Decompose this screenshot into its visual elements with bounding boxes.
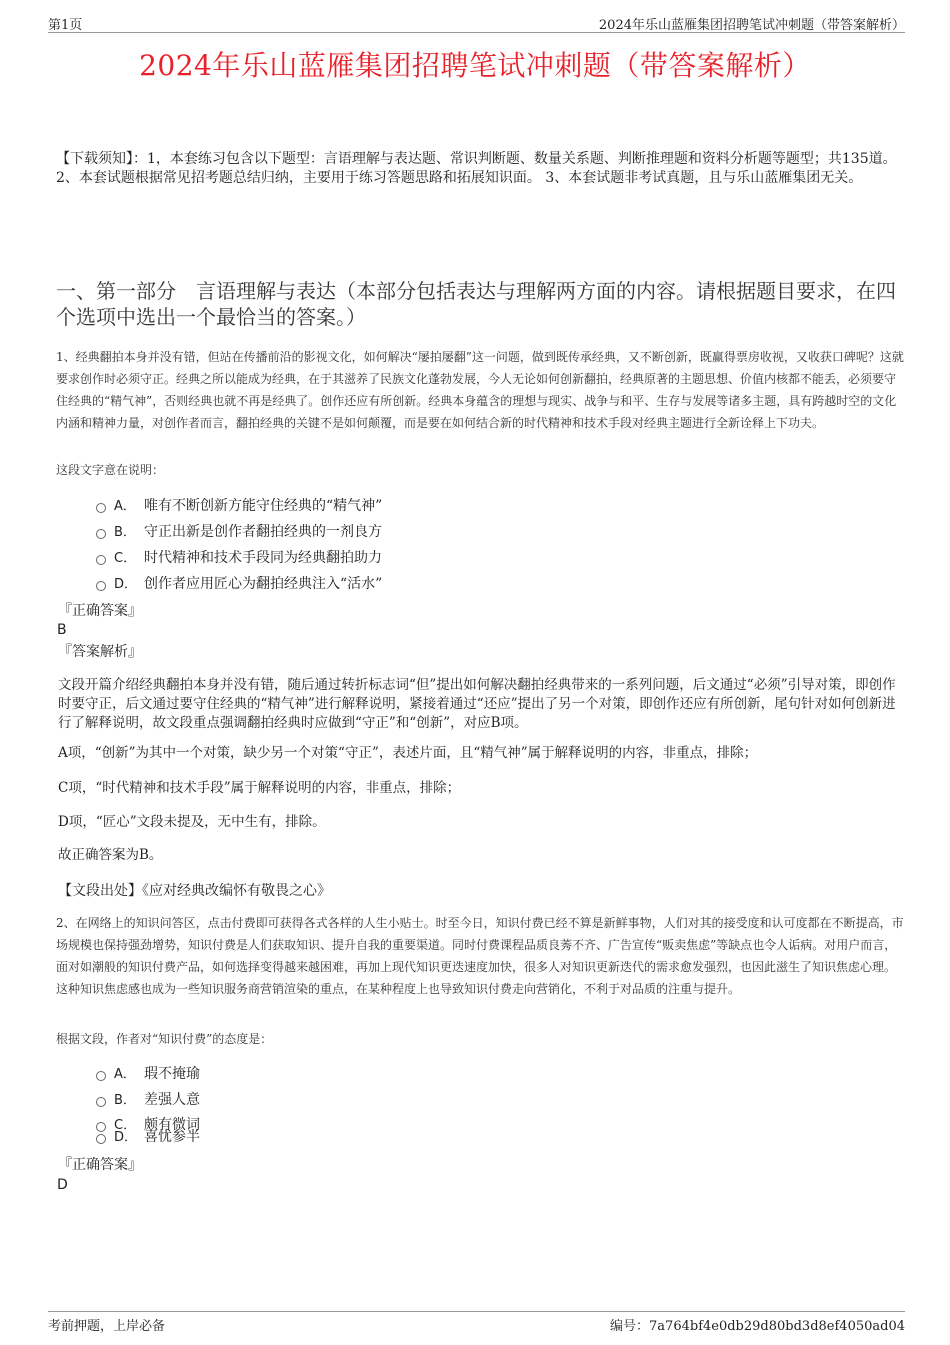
footer-serial: 编号：7a764bf4e0db29d80bd3d8ef4050ad04	[610, 1319, 905, 1334]
q2-option-a[interactable]: A． 瑕不掩瑜	[96, 1064, 200, 1084]
q1-analysis-label: 『答案解析』	[58, 644, 142, 660]
radio-icon[interactable]	[96, 1071, 106, 1081]
q2-option-b[interactable]: B． 差强人意	[96, 1090, 200, 1110]
page-header	[48, 14, 905, 33]
radio-icon[interactable]	[96, 529, 106, 539]
q1-option-d[interactable]: D． 创作者应用匠心为翻拍经典注入“活水”	[96, 574, 382, 594]
q1-option-a[interactable]: A． 唯有不断创新方能守住经典的“精气神”	[96, 496, 382, 516]
radio-icon[interactable]	[96, 581, 106, 591]
q1-answer: B	[57, 622, 67, 638]
q1-analysis-main: 文段开篇介绍经典翻拍本身并没有错，随后通过转折标志词“但”提出如何解决翻拍经典带来的一系列问题，后文通过“必须”引导对策，即创作时要守正，后文通过要守住经典的“精气神”进行解释说明，紧接着通过“还应”提出了另一个对策，即创作还应有所创新，尾句针对如何创新进行了解释说明，故文段重点强调翻拍经典时应做到“守正”和“创新”，对应B项。	[58, 677, 896, 731]
question-2-text: 2、在网络上的知识问答区，点击付费即可获得各式各样的人生小贴士。时至今日，知识付费已经不算是新鲜事物，人们对其的接受度和认可度都在不断提高，市场规模也保持强劲增势，知识付费是人们获取知识、提升自我的重要渠道。同时付费课程品质良莠不齐、广告宣传“贩卖焦虑”等缺点也令人诟病。对用户而言，面对如潮般的知识付费产品，如何选择变得越来越困难，再加上现代知识更迭速度加快，很多人对知识更新迭代的需求愈发强烈，也因此滋生了知识焦虑心理。这种知识焦虑感也成为一些知识服务商营销渲染的重点，在某种程度上也导致知识付费走向营销化，不利于对品质的注重与提升。	[56, 916, 904, 996]
q1-analysis-a: A项，“创新”为其中一个对策，缺少另一个对策“守正”，表述片面，且“精气神”属于解释说明的内容，非重点，排除；	[58, 745, 758, 761]
q2-option-d[interactable]: D． 喜忧参半	[96, 1127, 200, 1147]
q1-analysis-d: D项，“匠心”文段未提及，无中生有，排除。	[58, 814, 326, 830]
q1-analysis-c: C项，“时代精神和技术手段”属于解释说明的内容，非重点，排除；	[58, 780, 461, 796]
footer-slogan: 考前押题，上岸必备	[48, 1319, 166, 1334]
download-notice: 【下载须知】：1，本套练习包含以下题型：言语理解与表达题、常识判断题、数量关系题、判断推理题和资料分析题等题型；共135道。 2、本套试题根据常见招考题总结归纳，主要用于练习答题思路和拓展知识面。 3、本套试题非考试真题，且与乐山蓝雁集团无关。	[56, 151, 897, 186]
q1-analysis-conclusion: 故正确答案为B。	[58, 847, 163, 863]
radio-icon[interactable]	[96, 1134, 106, 1144]
q2-option-c[interactable]: C． 颇有微词	[96, 1115, 200, 1135]
question-2-prompt: 根据文段，作者对“知识付费”的态度是：	[56, 1032, 273, 1046]
radio-icon[interactable]	[96, 1097, 106, 1107]
q1-answer-label: 『正确答案』	[58, 603, 142, 619]
header-doc-title: 2024年乐山蓝雁集团招聘笔试冲刺题（带答案解析）	[598, 18, 905, 33]
document-title: 2024年乐山蓝雁集团招聘笔试冲刺题（带答案解析）	[139, 49, 811, 82]
q2-answer: D	[57, 1177, 68, 1193]
radio-icon[interactable]	[96, 503, 106, 513]
q2-answer-label: 『正确答案』	[58, 1157, 142, 1173]
q1-option-c[interactable]: C． 时代精神和技术手段同为经典翻拍助力	[96, 548, 382, 568]
q1-source: 【文段出处】《应对经典改编怀有敬畏之心》	[58, 883, 331, 899]
question-1-text: 1、经典翻拍本身并没有错，但站在传播前沿的影视文化，如何解决“屡拍屡翻”这一问题，做到既传承经典，又不断创新，既赢得票房收视，又收获口碑呢？这就要求创作时必须守正。经典之所以能成为经典，在于其滋养了民族文化蓬勃发展，今人无论如何创新翻拍，经典原著的主题思想、价值内核都不能丢，必须要守住经典的“精气神”，否则经典也就不再是经典了。创作还应有所创新。经典本身蕴含的理想与现实、战争与和平、生存与发展等诸多主题，具有跨越时空的文化内涵和精神力量，对创作者而言，翻拍经典的关键不是如何颠覆，而是要在如何结合新的时代精神和技术手段对经典主题进行全新诠释上下功夫。	[56, 350, 904, 430]
question-1-prompt: 这段文字意在说明：	[56, 463, 165, 477]
section-heading: 一、第一部分 言语理解与表达（本部分包括表达与理解两方面的内容。请根据题目要求，在四个选项中选出一个最恰当的答案。）	[56, 279, 896, 329]
page-footer	[48, 1311, 905, 1334]
radio-icon[interactable]	[96, 555, 106, 565]
q1-option-b[interactable]: B． 守正出新是创作者翻拍经典的一剂良方	[96, 522, 382, 542]
page-number: 第1页	[48, 18, 83, 33]
